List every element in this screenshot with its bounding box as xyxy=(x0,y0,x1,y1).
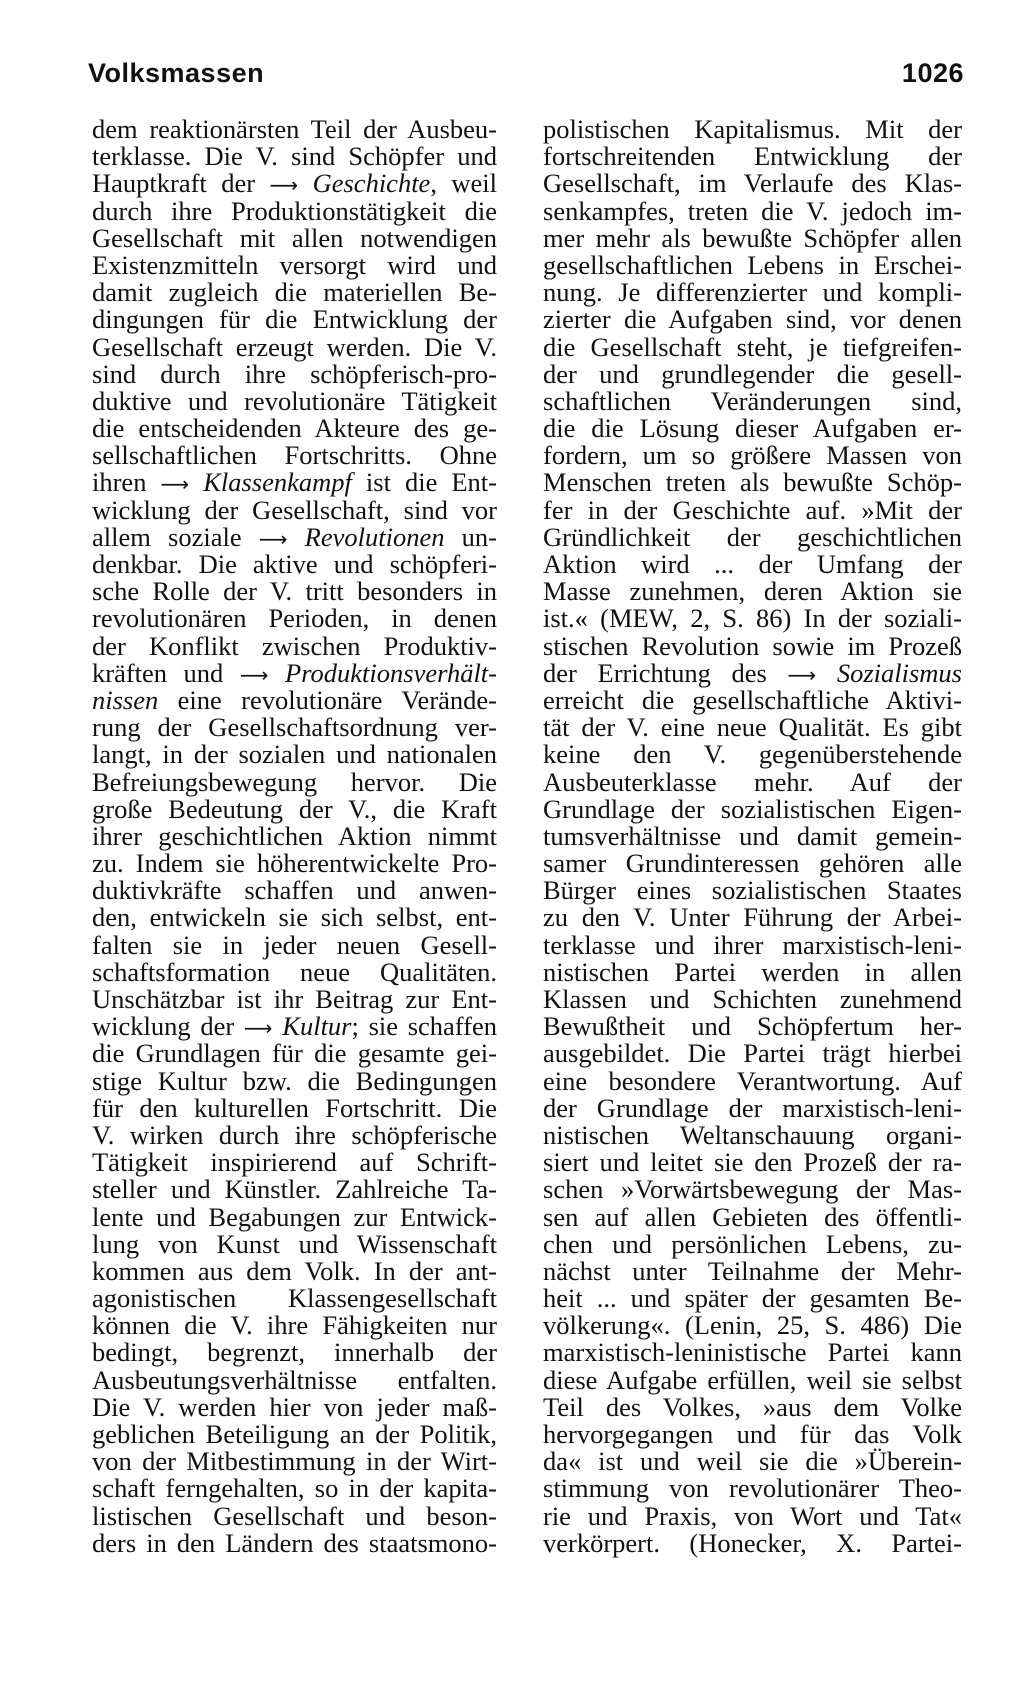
cross-reference-arrow-icon: ⟶ xyxy=(160,472,190,497)
text-line xyxy=(543,1421,962,1448)
text-segment xyxy=(287,522,304,552)
text-line xyxy=(543,657,962,688)
text-segment: sellschaftlichen Fortschritts. Ohne xyxy=(92,440,497,471)
text-line xyxy=(92,306,497,333)
text-line xyxy=(543,793,962,824)
text-line xyxy=(543,358,962,389)
text-segment: duktivkräfte schaffen und anwen- xyxy=(92,875,497,906)
text-segment: sind durch ihre schöpferisch-pro- xyxy=(92,358,497,389)
text-segment: die Grundlagen für die gesamte gei- xyxy=(92,1038,497,1069)
text-line xyxy=(543,578,962,605)
text-line xyxy=(92,904,497,931)
text-segment: terklasse und ihrer marxistisch-leni- xyxy=(543,929,962,960)
text-line xyxy=(92,1176,497,1203)
text-segment: ihren xyxy=(92,467,161,498)
text-line xyxy=(92,249,497,280)
text-segment: Bewußtheit und Schöpfertum her- xyxy=(543,1011,962,1042)
text-segment: listischen Gesellschaft und beson- xyxy=(92,1500,497,1531)
text-segment: der und grundlegender die gesell- xyxy=(543,358,962,389)
text-segment: zu den V. Unter Führung der Arbei- xyxy=(543,902,962,933)
text-segment: die Gesellschaft steht, je tiefgreifen- xyxy=(543,331,962,362)
text-line xyxy=(92,714,497,741)
text-line xyxy=(92,684,497,715)
text-segment: ihrer geschichtlichen Aktion nimmt xyxy=(92,820,497,851)
text-line xyxy=(543,1040,962,1067)
text-line xyxy=(543,1255,962,1286)
text-segment: völkerung«. (Lenin, 25, S. 486) Die xyxy=(543,1310,962,1341)
emphasized-term: Geschichte xyxy=(312,168,431,199)
text-segment: keine den V. gegenüberstehende xyxy=(543,739,962,770)
text-line xyxy=(92,1255,497,1286)
text-segment: der Grundlage der marxistisch-leni- xyxy=(543,1092,962,1123)
text-segment xyxy=(189,467,203,497)
text-line xyxy=(92,143,497,170)
emphasized-term: nissen xyxy=(92,684,159,715)
text-segment: können die V. ihre Fähigkeiten nur xyxy=(92,1310,497,1341)
text-segment: V. wirken durch ihre schöpferische xyxy=(92,1119,497,1150)
text-segment: ist.« (MEW, 2, S. 86) In der soziali- xyxy=(543,603,962,634)
text-line xyxy=(92,551,497,578)
text-line xyxy=(92,956,497,987)
text-segment: nistischen Weltanschauung organi- xyxy=(543,1119,962,1150)
text-line xyxy=(92,442,497,469)
text-segment: dem reaktionärsten Teil der Ausbeu- xyxy=(92,114,497,144)
text-segment: Gesellschaft erzeugt werden. Die V. xyxy=(92,331,497,362)
text-segment: schaft ferngehalten, so in der kapita- xyxy=(92,1473,497,1504)
text-segment: denkbar. Die aktive und schöpferi- xyxy=(92,549,497,579)
text-line xyxy=(92,605,497,632)
text-line xyxy=(543,469,962,496)
text-segment: bedingt, begrenzt, innerhalb der xyxy=(92,1337,497,1368)
text-segment: eine besondere Verantwortung. Auf xyxy=(543,1065,962,1096)
text-segment: Gründlichkeit der geschichtlichen xyxy=(543,521,962,552)
text-line xyxy=(543,1201,962,1232)
text-line xyxy=(92,850,497,877)
text-segment: marxistisch-leninistische Partei kann xyxy=(543,1337,962,1368)
text-line xyxy=(92,1500,497,1531)
text-line xyxy=(543,249,962,280)
text-line xyxy=(543,494,962,525)
text-line xyxy=(543,741,962,768)
text-segment: ders in den Ländern des staatsmono- xyxy=(92,1527,497,1558)
emphasized-term: Sozialismus xyxy=(836,657,962,688)
text-line xyxy=(92,195,497,226)
text-segment: stischen Revolution sowie im Prozeß xyxy=(543,630,962,661)
text-line xyxy=(543,331,962,362)
text-line xyxy=(543,1364,962,1395)
text-line xyxy=(543,1339,962,1366)
page-number: 1026 xyxy=(901,58,964,88)
text-segment: kommen aus dem Volk. In der ant- xyxy=(92,1255,497,1286)
text-segment: erreicht die gesellschaftliche Aktivi- xyxy=(543,684,962,715)
text-segment: fordern, um so größere Massen von xyxy=(543,440,962,471)
text-segment: dingungen für die Entwicklung der xyxy=(92,304,497,335)
emphasized-term: Produktionsverhält- xyxy=(285,657,497,688)
text-line xyxy=(543,605,962,632)
text-segment: Teil des Volkes, »aus dem Volke xyxy=(543,1391,962,1422)
text-line xyxy=(92,1149,497,1176)
text-line xyxy=(92,1312,497,1339)
text-line xyxy=(543,1228,962,1259)
text-line xyxy=(543,1065,962,1096)
text-segment: Gesellschaft mit allen notwendigen xyxy=(92,222,497,253)
text-line xyxy=(543,415,962,442)
text-segment: mer mehr als bewußte Schöpfer allen xyxy=(543,222,962,253)
text-segment: Aktion wird ... der Umfang der xyxy=(543,549,962,579)
text-line xyxy=(92,986,497,1013)
text-line xyxy=(543,1285,962,1312)
text-segment: gesellschaftlichen Lebens in Erschei- xyxy=(543,249,962,280)
text-line xyxy=(543,766,962,797)
text-segment: tumsverhältnisse und damit gemein- xyxy=(543,820,962,851)
text-segment: Bürger eines sozialistischen Staates xyxy=(543,875,962,906)
text-line xyxy=(543,929,962,960)
text-line xyxy=(543,1500,962,1531)
text-line xyxy=(92,170,497,197)
text-segment: rung der Gesellschaftsordnung ver- xyxy=(92,712,497,743)
text-line xyxy=(92,1092,497,1123)
text-line xyxy=(92,1201,497,1232)
text-line xyxy=(92,521,497,552)
text-column-right xyxy=(543,116,962,1557)
text-segment: der Konflikt zwischen Produktiv- xyxy=(92,630,497,661)
text-segment: Masse zunehmen, deren Aktion sie xyxy=(543,576,962,607)
text-line xyxy=(543,279,962,306)
text-line xyxy=(543,1176,962,1203)
text-segment: die die Lösung dieser Aufgaben er- xyxy=(543,413,962,444)
text-line xyxy=(92,385,497,416)
text-segment xyxy=(269,658,286,688)
text-segment: wicklung der Gesellschaft, sind vor xyxy=(92,494,497,525)
emphasized-term: Klassenkampf xyxy=(203,467,352,498)
text-segment: fer in der Geschichte auf. »Mit der xyxy=(543,494,962,525)
text-line xyxy=(543,1448,962,1475)
text-segment: agonistischen Klassengesellschaft xyxy=(92,1283,497,1314)
text-segment: sen auf allen Gebieten des öffentli- xyxy=(543,1201,962,1232)
text-line xyxy=(92,766,497,797)
text-line xyxy=(92,116,497,143)
text-segment: Ausbeuterklasse mehr. Auf der xyxy=(543,766,962,797)
text-segment: nächst unter Teilnahme der Mehr- xyxy=(543,1255,962,1286)
text-line xyxy=(92,741,497,768)
text-line xyxy=(543,714,962,741)
text-line xyxy=(543,170,962,197)
header-keyword: Volksmassen xyxy=(88,58,265,88)
text-segment: Ausbeutungsverhältnisse entfalten. xyxy=(92,1364,497,1395)
text-segment: , weil xyxy=(430,168,498,199)
text-segment: verkörpert. (Honecker, X. Partei- xyxy=(543,1527,962,1558)
text-segment: durch ihre Produktionstätigkeit die xyxy=(92,195,497,226)
text-line xyxy=(92,1421,497,1448)
text-line xyxy=(92,1448,497,1475)
emphasized-term: Revolutionen xyxy=(304,521,445,552)
text-segment xyxy=(298,168,312,198)
text-segment: stimmung von revolutionärer Theo- xyxy=(543,1473,962,1504)
text-segment: da« ist und weil sie die »Überein- xyxy=(543,1446,962,1477)
cross-reference-arrow-icon: ⟶ xyxy=(243,1016,273,1041)
text-line xyxy=(92,494,497,525)
text-line xyxy=(543,1119,962,1150)
text-line xyxy=(543,521,962,552)
text-segment: Tätigkeit inspirierend auf Schrift- xyxy=(92,1147,497,1178)
text-line xyxy=(92,578,497,605)
text-segment xyxy=(273,1011,283,1041)
text-line xyxy=(543,1391,962,1422)
text-line xyxy=(543,630,962,661)
text-line xyxy=(543,442,962,469)
text-segment: stige Kultur bzw. die Bedingungen xyxy=(92,1065,497,1096)
text-line xyxy=(92,1475,497,1502)
text-segment: schaftsformation neue Qualitäten. xyxy=(92,956,497,987)
text-segment: schen »Vorwärtsbewegung der Mas- xyxy=(543,1174,962,1205)
text-line xyxy=(92,630,497,661)
text-line xyxy=(543,1527,962,1558)
text-line xyxy=(92,358,497,389)
text-segment xyxy=(816,658,837,688)
text-line xyxy=(92,1065,497,1096)
text-line xyxy=(92,1040,497,1067)
text-segment: die entscheidenden Akteure des ge- xyxy=(92,413,497,444)
text-segment: schaftlichen Veränderungen sind, xyxy=(543,385,962,416)
text-segment: un- xyxy=(444,521,497,552)
text-segment: lung von Kunst und Wissenschaft xyxy=(92,1228,497,1259)
text-segment: kräften und xyxy=(92,657,240,688)
text-segment: Existenzmitteln versorgt wird und xyxy=(92,249,497,280)
text-line xyxy=(92,1119,497,1150)
cross-reference-arrow-icon: ⟶ xyxy=(787,662,817,687)
text-segment: der Errichtung des xyxy=(543,657,788,688)
text-line xyxy=(543,143,962,170)
cross-reference-arrow-icon: ⟶ xyxy=(239,662,269,687)
text-line xyxy=(92,820,497,851)
text-line xyxy=(543,1475,962,1502)
text-segment: terklasse. Die V. sind Schöpfer und xyxy=(92,141,497,172)
text-segment: lente und Begabungen zur Entwick- xyxy=(92,1201,497,1232)
text-segment: nung. Je differenzierter und kompli- xyxy=(543,277,962,308)
text-segment: revolutionären Perioden, in denen xyxy=(92,603,497,634)
emphasized-term: Kultur xyxy=(282,1011,352,1042)
text-line xyxy=(92,1527,497,1558)
text-line xyxy=(543,385,962,416)
text-segment: samer Grundinteressen gehören alle xyxy=(543,848,962,879)
text-line xyxy=(543,551,962,578)
text-segment: duktive und revolutionäre Tätigkeit xyxy=(92,385,497,416)
text-segment: damit zugleich die materiellen Be- xyxy=(92,277,497,308)
text-segment: tät der V. eine neue Qualität. Es gibt xyxy=(543,712,962,743)
text-line xyxy=(543,116,962,143)
text-line xyxy=(543,1092,962,1123)
text-segment: den, entwickeln sie sich selbst, ent- xyxy=(92,902,497,933)
text-line xyxy=(92,1339,497,1366)
text-segment: Hauptkraft der xyxy=(92,168,270,199)
text-line xyxy=(92,1228,497,1259)
text-line xyxy=(543,820,962,851)
text-line xyxy=(92,415,497,442)
text-line xyxy=(543,222,962,253)
text-line xyxy=(543,1149,962,1176)
text-segment: zu. Indem sie höherentwickelte Pro- xyxy=(92,848,497,879)
text-segment: siert und leitet sie den Prozeß der ra- xyxy=(543,1147,962,1178)
text-line xyxy=(92,1013,497,1040)
text-line xyxy=(543,1312,962,1339)
text-segment: große Bedeutung der V., die Kraft xyxy=(92,793,497,824)
text-line xyxy=(92,877,497,904)
text-segment: zierter die Aufgaben sind, vor denen xyxy=(543,304,962,335)
text-line xyxy=(543,877,962,904)
text-segment: fortschreitenden Entwicklung der xyxy=(543,141,962,172)
text-line xyxy=(543,684,962,715)
text-segment: Gesellschaft, im Verlaufe des Klas- xyxy=(543,168,962,199)
text-segment: diese Aufgabe erfüllen, weil sie selbst xyxy=(543,1364,962,1395)
text-line xyxy=(543,850,962,877)
cross-reference-arrow-icon: ⟶ xyxy=(258,526,288,551)
text-line xyxy=(92,1364,497,1395)
text-segment: geblichen Beteiligung an der Politik, xyxy=(92,1419,497,1449)
text-segment: heit ... und später der gesamten Be- xyxy=(543,1283,962,1314)
text-line xyxy=(92,469,497,496)
text-segment: langt, in der sozialen und nationalen xyxy=(92,739,497,770)
text-segment: Die V. werden hier von jeder maß- xyxy=(92,1391,497,1422)
cross-reference-arrow-icon: ⟶ xyxy=(269,173,299,198)
text-segment: falten sie in jeder neuen Gesell- xyxy=(92,929,497,960)
text-segment: polistischen Kapitalismus. Mit der xyxy=(543,114,962,144)
text-segment: für den kulturellen Fortschritt. Die xyxy=(92,1092,497,1123)
text-line xyxy=(92,331,497,362)
text-segment: hervorgegangen und für das Volk xyxy=(543,1419,962,1449)
text-line xyxy=(92,222,497,253)
text-line xyxy=(543,1013,962,1040)
text-segment: ausgebildet. Die Partei trägt hierbei xyxy=(543,1038,962,1069)
text-line xyxy=(92,657,497,688)
text-line xyxy=(92,1285,497,1312)
text-segment: senkampfes, treten die V. jedoch im- xyxy=(543,195,962,226)
text-line xyxy=(543,306,962,333)
text-segment: sche Rolle der V. tritt besonders in xyxy=(92,576,497,607)
text-segment: wicklung der xyxy=(92,1011,244,1042)
text-line xyxy=(543,986,962,1013)
text-column-left xyxy=(92,116,497,1557)
text-segment: von der Mitbestimmung in der Wirt- xyxy=(92,1446,497,1477)
text-segment: ; sie schaffen xyxy=(351,1011,497,1042)
text-segment: steller und Künstler. Zahlreiche Ta- xyxy=(92,1174,497,1205)
text-line xyxy=(543,195,962,226)
text-segment: Befreiungsbewegung hervor. Die xyxy=(92,766,497,797)
text-segment: eine revolutionäre Verände- xyxy=(158,684,497,715)
text-line xyxy=(92,929,497,960)
text-segment: ist die Ent- xyxy=(351,467,497,498)
text-line xyxy=(543,904,962,931)
text-line xyxy=(92,279,497,306)
text-line xyxy=(543,956,962,987)
text-segment: chen und persönlichen Lebens, zu- xyxy=(543,1228,962,1259)
text-segment: allem soziale xyxy=(92,521,259,552)
text-segment: Grundlage der sozialistischen Eigen- xyxy=(543,793,962,824)
text-segment: Klassen und Schichten zunehmend xyxy=(543,984,962,1014)
text-segment: Menschen treten als bewußte Schöp- xyxy=(543,467,962,498)
text-line xyxy=(92,1391,497,1422)
text-segment: rie und Praxis, von Wort und Tat« xyxy=(543,1500,962,1531)
text-line xyxy=(92,793,497,824)
text-segment: nistischen Partei werden in allen xyxy=(543,956,962,987)
text-segment: Unschätzbar ist ihr Beitrag zur Ent- xyxy=(92,984,497,1014)
running-header xyxy=(88,58,964,98)
